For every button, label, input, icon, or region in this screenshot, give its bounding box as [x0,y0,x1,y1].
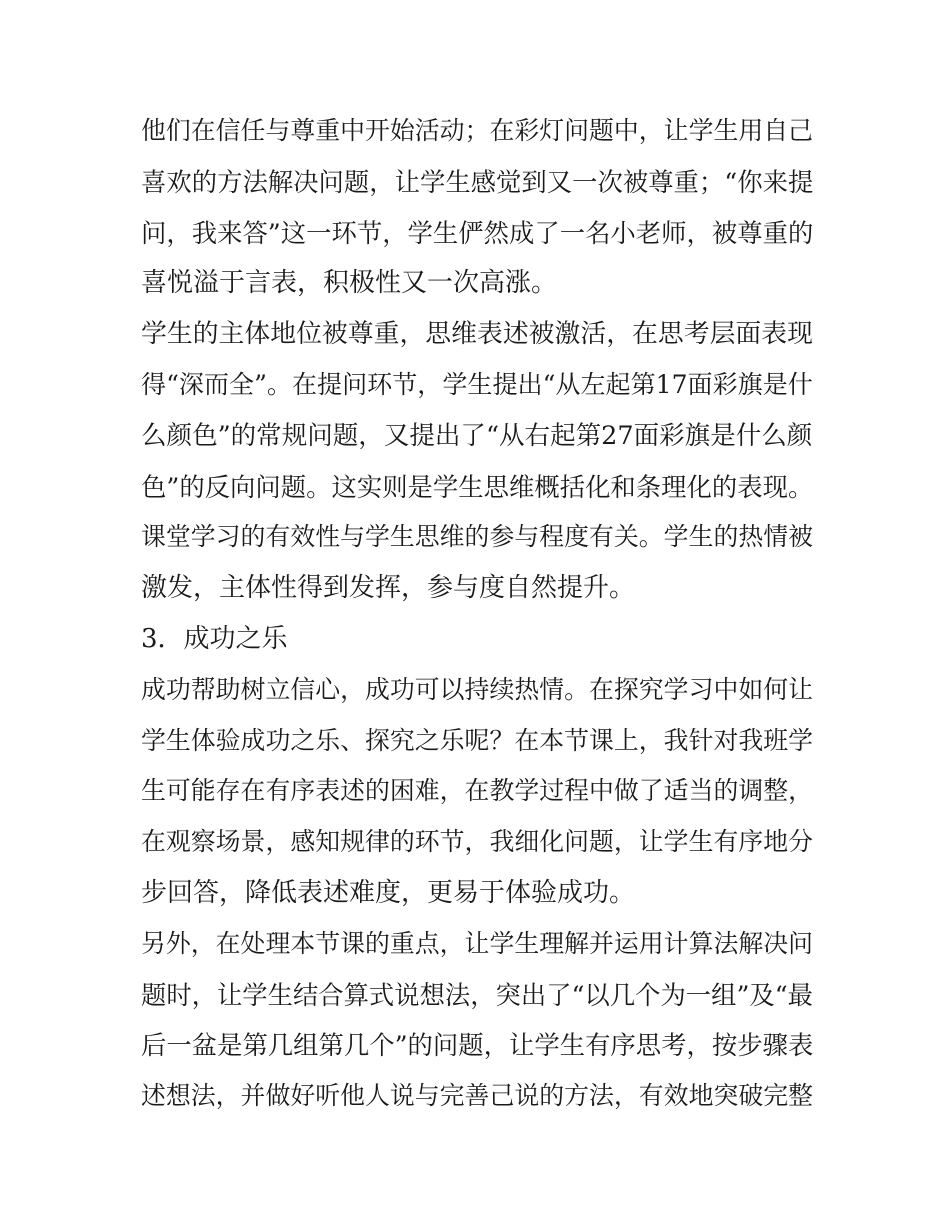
text-line: 生可能存在有序表述的困难，在教学过程中做了适当的调整， [141,776,813,806]
text-line: 述想法，并做好听他人说与完善己说的方法，有效地突破完整 [141,1081,813,1111]
text-line: 后一盆是第几组第几个”的问题，让学生有序思考，按步骤表 [141,1030,814,1061]
section-heading: 3．成功之乐 [141,623,288,654]
text-line: 在观察场景，感知规律的环节，我细化问题，让学生有序地分 [141,827,813,857]
text-line: 课堂学习的有效性与学生思维的参与程度有关。学生的热情被 [141,522,813,552]
text-line: 激发，主体性得到发挥，参与度自然提升。 [141,573,636,604]
text-line: 步回答，降低表述难度，更易于体验成功。 [141,877,636,908]
text-line: 学生体验成功之乐、探究之乐呢？在本节课上，我针对我班学 [141,725,813,755]
text-line: 色”的反向问题。这实则是学生思维概括化和条理化的表现。 [141,471,814,502]
text-line: 他们在信任与尊重中开始活动；在彩灯问题中，让学生用自己 [141,116,813,145]
text-line: 学生的主体地位被尊重，思维表述被激活，在思考层面表现 [141,319,813,350]
text-line: 得“深而全”。在提问环节，学生提出“从左起第17面彩旗是什 [141,369,813,399]
document-body [141,106,813,1122]
text-line: 喜欢的方法解决问题，让学生感觉到又一次被尊重；“你来提 [141,166,814,197]
text-line: 问，我来答”这一环节，学生俨然成了一名小老师，被尊重的 [141,217,814,248]
text-line: 喜悦溢于言表，积极性又一次高涨。 [141,268,558,299]
text-line: 么颜色”的常规问题，又提出了“从右起第27面彩旗是什么颜 [141,420,813,451]
text-line: 另外，在处理本节课的重点，让学生理解并运用计算法解决问 [141,928,813,958]
text-line: 成功帮助树立信心，成功可以持续热情。在探究学习中如何让 [141,674,813,704]
text-line: 题时，让学生结合算式说想法，突出了“以几个为一组”及“最 [141,979,813,1010]
